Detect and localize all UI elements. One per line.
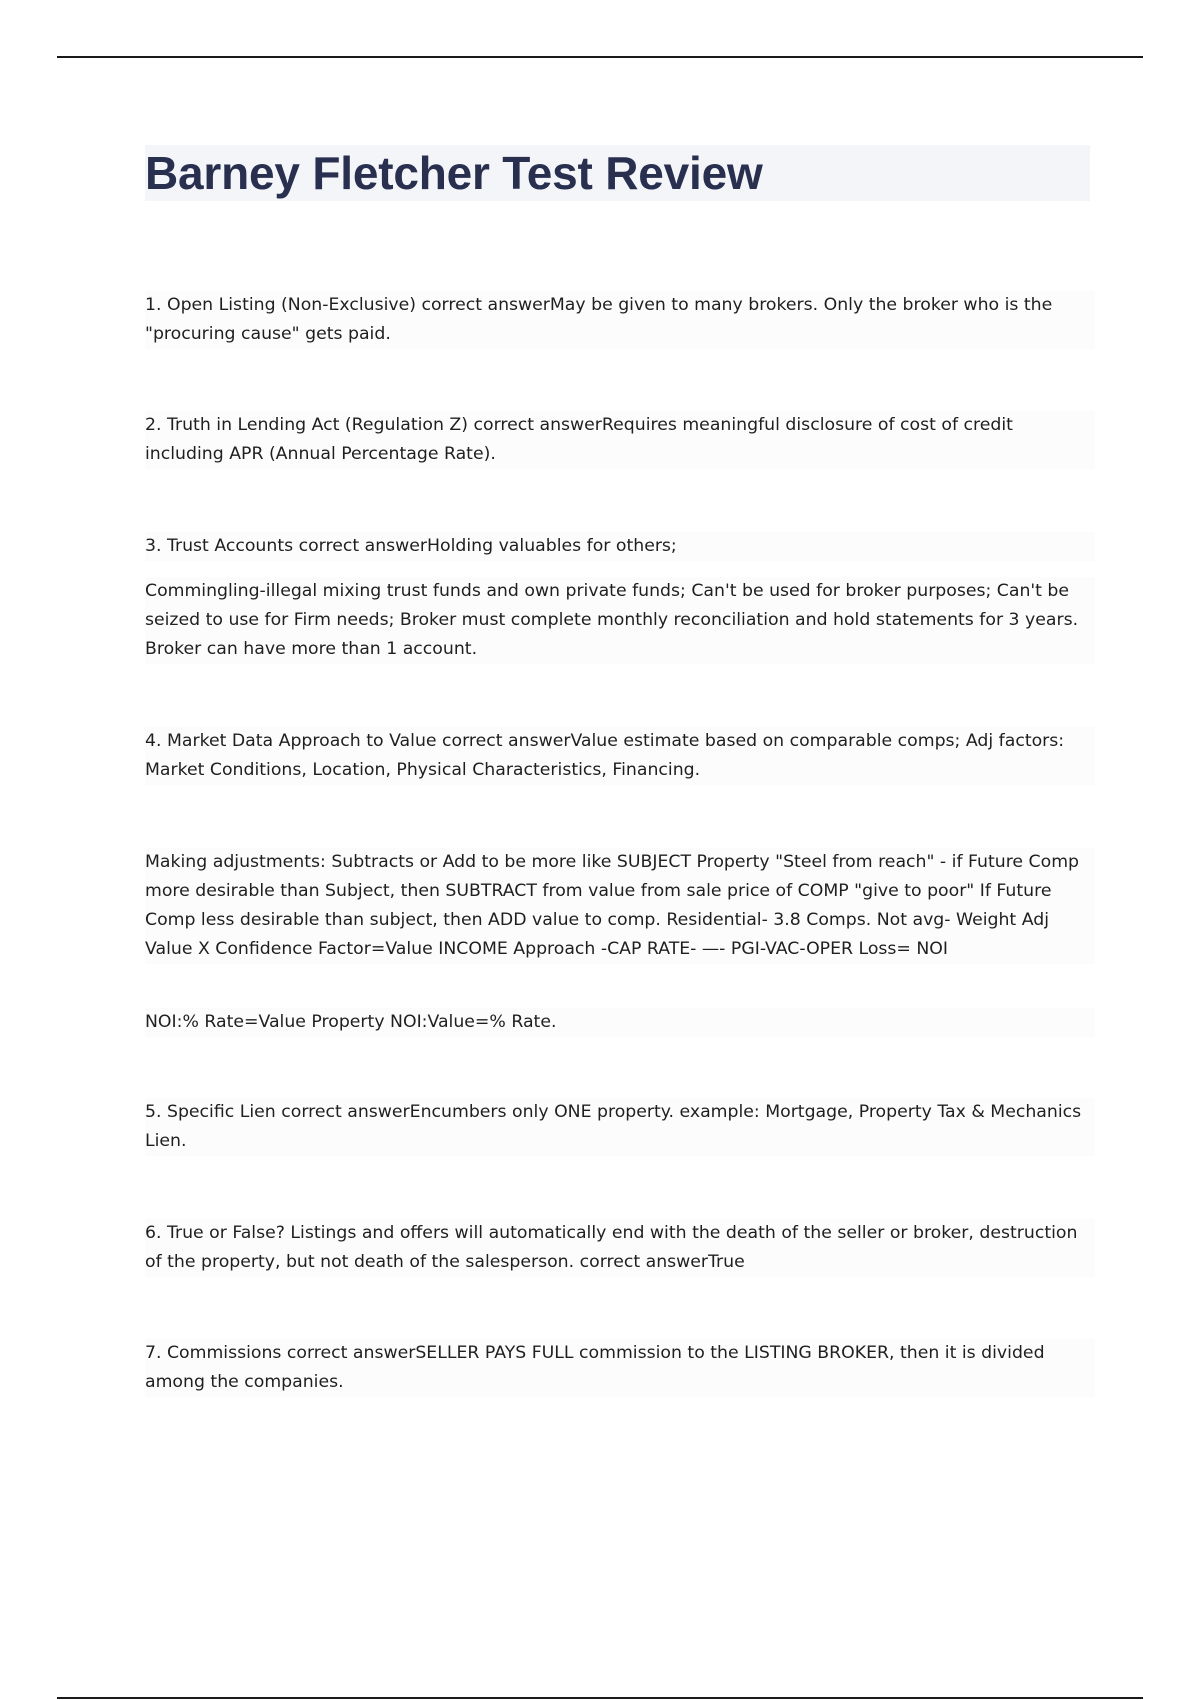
question-3-detail: Commingling-illegal mixing trust funds and own private funds; Can't be used for broker purposes; Can't be seized to use for Firm needs; Broker must complete monthly reconciliation and hold statements for 3 years. Broker can have more than 1 account. [145, 577, 1095, 664]
question-7: 7. Commissions correct answerSELLER PAYS FULL commission to the LISTING BROKER, then it is divided among the companies. [145, 1339, 1095, 1397]
question-6: 6. True or False? Listings and offers will automatically end with the death of the seller or broker, destruction of the property, but not death of the salesperson. correct answerTrue [145, 1219, 1095, 1277]
question-2: 2. Truth in Lending Act (Regulation Z) correct answerRequires meaningful disclosure of cost of credit including APR (Annual Percentage Rate). [145, 411, 1095, 469]
bottom-divider [57, 1697, 1143, 1699]
question-4-noi: NOI:% Rate=Value Property NOI:Value=% Rate. [145, 1008, 1095, 1037]
question-3: 3. Trust Accounts correct answerHolding valuables for others; [145, 532, 1095, 561]
question-4: 4. Market Data Approach to Value correct answerValue estimate based on comparable comps; Adj factors: Market Conditions, Location, Physical Characteristics, Financing. [145, 727, 1095, 785]
question-4-adjustments: Making adjustments: Subtracts or Add to be more like SUBJECT Property "Steel from reach" - if Future Comp more desirable than Subject, then SUBTRACT from value from sale price of COMP "give to poor" If Future Comp less desirable than subject, then ADD value to comp. Residential- 3.8 Comps. Not avg- Weight Adj Value X Confidence Factor=Value INCOME Approach -CAP RATE- —- PGI-VAC-OPER Loss= NOI [145, 848, 1095, 964]
question-1: 1. Open Listing (Non-Exclusive) correct answerMay be given to many brokers. Only the broker who is the "procuring cause" gets paid. [145, 291, 1095, 349]
question-5: 5. Specific Lien correct answerEncumbers only ONE property. example: Mortgage, Property Tax & Mechanics Lien. [145, 1098, 1095, 1156]
page-title: Barney Fletcher Test Review [145, 147, 763, 199]
top-divider [57, 56, 1143, 58]
